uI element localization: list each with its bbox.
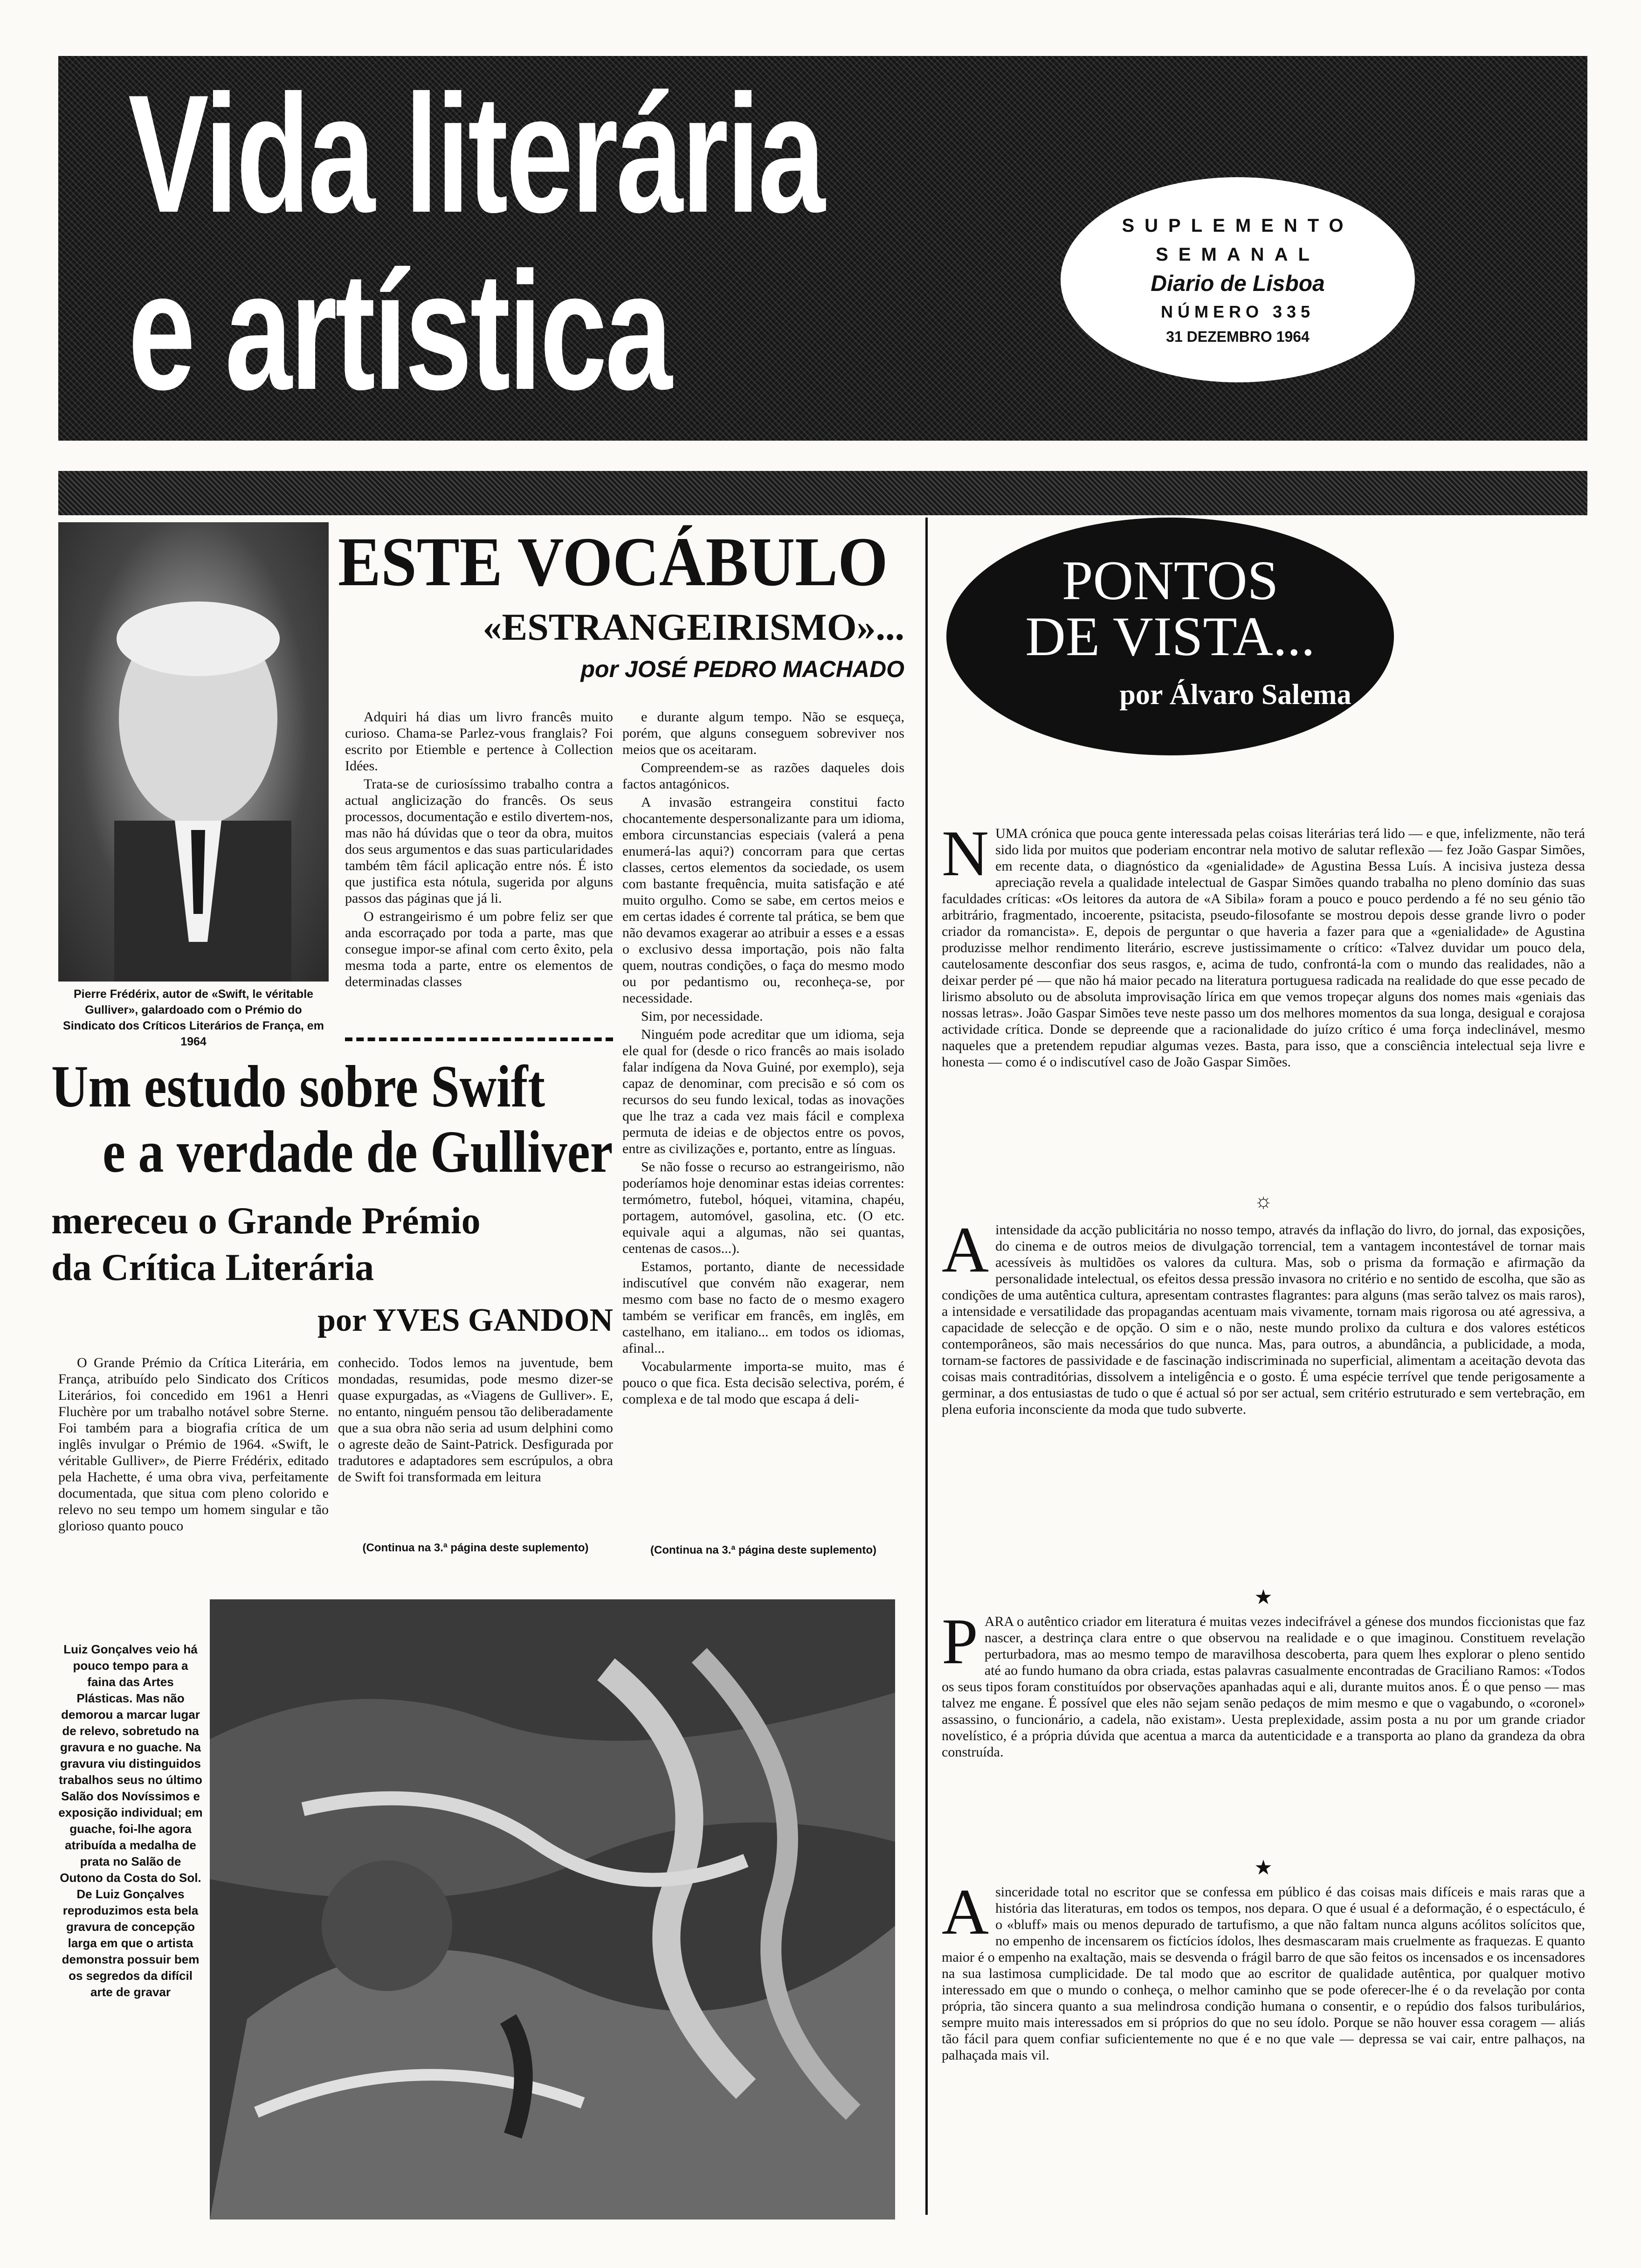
masthead-title-line2: e artística: [128, 237, 670, 425]
article2-title-line2: e a verdade de Gulliver: [103, 1119, 613, 1185]
dropcap-a2: A: [942, 1884, 989, 1948]
article2-continued-note: (Continua na 3.ª página deste suplemento): [362, 1542, 589, 1554]
suplemento-label: SUPLEMENTO: [1122, 215, 1354, 236]
article1-col1-paragraph: Adquiri há dias um livro francês muito curioso. Chama-se Parlez-vous franglais? Foi escrito por Etiemble e pertence à Collection Idées.: [345, 709, 613, 774]
pontos-de-vista-badge: [946, 518, 1394, 755]
article2-col1-paragraph: O Grande Prémio da Crítica Literária, em França, atribuído pelo Sindicato dos Críticos Literários, foi concedido em 1961 a Henri Fluchère por um trabalho notável sobre Sterne. Foi também para a biografia crítica de um inglês invulgar o Prémio de 1964. «Swift, le véritable Gulliver», de Pierre Frédérix, editado pela Hachette, é uma obra viva, perfeitamente documentada, que situa com pleno colorido e relevo no seu tempo um homem singular e tão glorioso quanto pouco: [58, 1355, 329, 1534]
pontos-paragraph3: ARA o autêntico criador em literatura é muitas vezes indecifrável a génese dos mundos ficcionistas que faz nascer, a destrinça clara entre o que observou na realidade e o que imaginou. Constituem revelação perturbadora, mas ao mesmo tempo de maravilhosa descoberta, para quem lhes explorar o pleno sentido até ao fundo humano da obra criada, estas palavras casualmente encontradas de Graciliano Ramos: «Todos os seus tipos foram constituídos por observações apanhadas aqui e ali, durante muitos anos. É o que penso — mas talvez me engane. É possível que eles não sejam senão pedaços de mim mesmo e que o vagabundo, o «coronel» assassino, o funcionário, a cadela, não existam». Uesta preplexidade, assim posta a nu por um grande criador novelístico, é a própria dúvida que acentua a marca da autenticidade e a transporta ao plano da grandeza da obra construída.: [942, 1614, 1585, 1760]
engraving-artwork: [210, 1599, 895, 2220]
issue-date: 31 DEZEMBRO 1964: [1166, 328, 1310, 345]
article1-col2-paragraph: Ninguém pode acreditar que um idioma, seja ele qual for (desde o rico francês ao mais isolado falar indígena da Nova Guiné, por exemplo), seja capaz de denominar, com precisão e só com os recursos do seu fundo lexical, todas as inovações que lhe traz a cada vez mais fácil e complexa permuta de ideias e de objectos entre os povos, entre as civilizações e, portanto, entre as línguas.: [622, 1027, 904, 1156]
article1-byline: por JOSÉ PEDRO MACHADO: [580, 656, 904, 682]
article1-col2-paragraph: A invasão estrangeira constitui facto chocantemente despersonalizante para um idioma, embora circunstancias especiais (valerá a pena enumerá-las aqui?) concorram para que certas classes, certos elementos da sociedade, os usem com bastante frequência, muita satisfação e até muito orgulho. Como se sabe, em certos meios e em certas idades é corrente tal prática, se bem que não devamos exagerar ao atribuir a esses e a essas o exclusivo dessa importação, pois não falta quem, noutras condições, o faça do mesmo modo ou por pedantismo ou, reconheça-se, por necessidade.: [622, 795, 904, 1006]
engraving-image: [210, 1599, 895, 2220]
article2-subtitle-line1: mereceu o Grande Prémio: [51, 1199, 481, 1242]
article1-dash-separator: [345, 1037, 613, 1041]
article1-continued-note: (Continua na 3.ª página deste suplemento): [650, 1544, 876, 1556]
masthead-title: [128, 60, 850, 425]
pontos-section2: [942, 1222, 1585, 1585]
article1-subtitle: «ESTRANGEIRISMO»...: [483, 606, 904, 648]
column-rule: [925, 518, 928, 2215]
pontos-title-line1: PONTOS: [1062, 549, 1279, 611]
pontos-section1: [942, 825, 1585, 1194]
pontos-section4: [942, 1884, 1585, 2220]
article1-col2-paragraph: Estamos, portanto, diante de necessidade indiscutível que convém não exagerar, nem mesmo com base no facto de o mesmo exagero também se verificar em francês, em inglês, em castelhano, em italiano... em todos os idiomas, afinal...: [622, 1259, 904, 1356]
article1-col2-paragraph: Compreendem-se as razões daqueles dois factos antagónicos.: [622, 760, 904, 792]
article1-col1-paragraph: O estrangeirismo é um pobre feliz ser que anda escorraçado por toda a parte, mas que consegue impor-se afinal com certo êxito, pela mesma toda a parte, entre os elementos de determinadas classes: [345, 909, 613, 989]
pontos-byline: por Álvaro Salema: [1119, 679, 1351, 711]
masthead-divider-bar: [58, 471, 1587, 515]
portrait-caption: Pierre Frédérix, autor de «Swift, le véritable Gulliver», galardoado com o Prémio do Sindicato dos Críticos Literários de França, em 1964: [63, 988, 324, 1048]
article1-col2-paragraph: e durante algum tempo. Não se esqueça, porém, que alguns conseguem sobreviver nos meios que os aceitaram.: [622, 709, 904, 757]
article1-col2-paragraph: Vocabularmente importa-se muito, mas é pouco o que fica. Esta decisão selectiva, porém, é complexa e de tal modo que escapa á deli-: [622, 1359, 904, 1407]
pontos-paragraph4: sinceridade total no escritor que se confessa em público é das coisas mais difíceis e mais raras que a história das literaturas, em todos os tempos, nos depara. O que é usual é a deformação, é o espectáculo, é o «bluff» mais ou menos depurado de tartufismo, a que não faltam nunca alguns acólitos solícitos que, no empenho de incensarem os fictícios ídolos, lhes desmascaram mais cruelmente as fraquezas. E quanto maior é o empenho na exaltação, mais se desvenda o frágil barro de que são feitos os incensados e os incensadores na sua lastimosa cumplicidade. De tal modo que ao escritor de qualidade autêntica, por qualquer motivo interessado em que o mundo o conheça, o melhor caminho que se pode oferecer-lhe é o da revelação por conta própria, tão sincera quanto a sua melindrosa condição humana o consentir, e o repúdio dos falsos turibulários, sempre muito mais interessados em si próprios do que no seu ídolo. Porque se não houver essa coragem — aliás tão fácil para quem confiar suficientemente no que é e no que vale — depressa se vai cair, entre palhaços, na palhaçada mais vil.: [942, 1884, 1585, 2063]
article2-title-line1: Um estudo sobre Swift: [51, 1053, 545, 1120]
semanal-label: SEMANAL: [1156, 244, 1320, 265]
article2-col2-paragraph: conhecido. Todos lemos na juventude, bem mondadas, resumidas, pode mesmo dizer-se quase expurgadas, as «Viagens de Gulliver». E, no entanto, ninguém pensou tão deliberadamente que a sua obra não seria ad usum delphini como o agreste deão de Saint-Patrick. Desfigurada por tradutores e adaptadores sem escrúpulos, a obra de Swift foi transformada em leitura: [338, 1355, 613, 1485]
section-divider-star: ★: [1254, 1856, 1273, 1879]
article2-column1: [58, 1355, 329, 1536]
engraving-caption: Luiz Gonçalves veio há pouco tempo para a faina das Artes Plásticas. Mas não demorou a marcar lugar de relevo, sobretudo na gravura e no guache. Na gravura viu distinguidos trabalhos seus no último Salão dos Novíssimos e exposição individual; em guache, foi-lhe agora atribuída a medalha de prata no Salão de Outono da Costa do Sol. De Luiz Gonçalves reproduzimos esta bela gravura de concepção larga em que o artista demonstra possuir bem os segredos da difícil arte de gravar: [58, 1642, 203, 1999]
issue-info-oval: [1061, 177, 1415, 382]
dropcap-a: A: [942, 1222, 989, 1286]
dropcap-p: P: [942, 1613, 978, 1678]
article1-title: ESTE VOCÁBULO: [338, 523, 888, 601]
portrait-photo: [58, 522, 329, 982]
section-divider-star: ☼: [1254, 1189, 1273, 1212]
portrait-figure: [58, 522, 329, 982]
issue-number: NÚMERO 335: [1160, 302, 1315, 321]
article1-column2: [622, 709, 904, 1539]
article2-byline: por YVES GANDON: [317, 1302, 613, 1338]
article1-col2-paragraph: Sim, por necessidade.: [641, 1009, 763, 1024]
newspaper-logo: Diario de Lisboa: [1151, 271, 1325, 296]
article1-col1-paragraph: Trata-se de curiosíssimo trabalho contra a actual anglicização do francês. Os seus processos, documentação e estilo divertem-nos, mas não há dúvidas que o teor da obra, muitos dos seus argumentos e das suas particularidades também têm fácil aplicação entre nós. É isto que justifica esta nótula, sugerida por alguns passos das páginas que já li.: [345, 776, 613, 906]
article2-subtitle-line2: da Crítica Literária: [51, 1246, 374, 1288]
pontos-title-line2: DE VISTA...: [1025, 605, 1315, 667]
masthead: [58, 56, 1587, 441]
article1-col2-paragraph: Se não fosse o recurso ao estrangeirismo, não poderíamos hoje denominar estas ideias correntes: termómetro, futebol, hóquei, vitamina, chapéu, portagem, automóvel, gasolina, etc. (O etc. equivale aqui a algumas, não sei quantas, centenas de casos...).: [622, 1159, 904, 1256]
dropcap-n: N: [942, 825, 989, 890]
pontos-section3: [942, 1613, 1585, 1856]
pontos-paragraph2: intensidade da acção publicitária no nosso tempo, através da inflação do livro, do jornal, das exposições, do cinema e de outros meios de divulgação torrencial, tem a vantagem incontestável de tornar mais acessíveis às multidões os valores da cultura. Mas, sob o prisma da formação e afirmação da personalidade intelectual, os efeitos dessa pressão invasora no critério e no sentido de escolha, que são as condições de uma autêntica cultura, apresentam contrastes flagrantes: para alguns (mas serão talvez os mais raros), a intensidade e versatilidade das propagandas acentuam mais vivamente, tornam mais rigorosa ou até agressiva, a capacidade de selecção e de opção. O sim e o não, neste mundo prolixo da cultura e dos valores estéticos contemporâneos, são mais necessários do que nunca. Mas, para outros, a abundância, a publicidade, a moda, tornam-se factores de passividade e de fascinação indiscriminada no superficial, alimentam a aceitação devota das coisas mais contraditórias, dissolvem a inteligência e o gosto. É uma espécie terrível que tende perigosamente a germinar, a dos entusiastas de tudo o que é actual só por ser actual, sem critério estruturado e sem vertebração, em plena euforia inconsciente da moda que tudo subverte.: [942, 1222, 1585, 1417]
article1-column1: [345, 709, 613, 1030]
pontos-paragraph1: UMA crónica que pouca gente interessada pelas coisas literárias terá lido — e que, infelizmente, não terá sido lida por muitos que poderiam encontrar nela motivo de salutar reflexão — fez João Gaspar Simões, em recente data, o diagnóstico da «genialidade» de Agustina Bessa Luís. A incisiva justeza dessa apreciação revela a qualidade intelectual de Gaspar Simões quando trabalha no pleno domínio das suas faculdades críticas: «Os leitores da autora de «A Sibila» foram a pouco e pouco perdendo a fé no seu génio tão arbitrário, fragmentado, incoerente, psitacista, pseudo-filosofante se mostrou depois desse grande livro o poder criador da romancista». E, depois de perguntar o que haveria a fazer para que a «genialidade» de Agustina produzisse melhor rendimento literário, escreve justissimamente o crítico: «Talvez duvidar um pouco dela, cautelosamente desconfiar dos seus rasgos, e, acima de tudo, confrontá-la com o mundo das realidades, não a deixar perder pé — que não há maior pecado na literatura portuguesa radicada na realidade do que esse pecado de lirismo absoluto ou de absoluta improvisação lírica em que vemos tropeçar alguns dos nomes mais «geniais das nossas letras». João Gaspar Simões teve neste passo um dos melhores momentos da sua longa, desigual e corajosa actividade crítica. Donde se depreende que a racionalidade do juízo crítico é uma força indeclinável, mesmo naqueles que a pretendem repudiar algumas vezes. Basta, para isso, que a consciência intelectual seja livre e honesta — como é o indiscutível caso de João Gaspar Simões.: [942, 826, 1585, 1070]
masthead-title-line1: Vida literária: [128, 60, 823, 248]
section-divider-star: ★: [1254, 1586, 1273, 1609]
article2-column2: [338, 1355, 613, 1536]
